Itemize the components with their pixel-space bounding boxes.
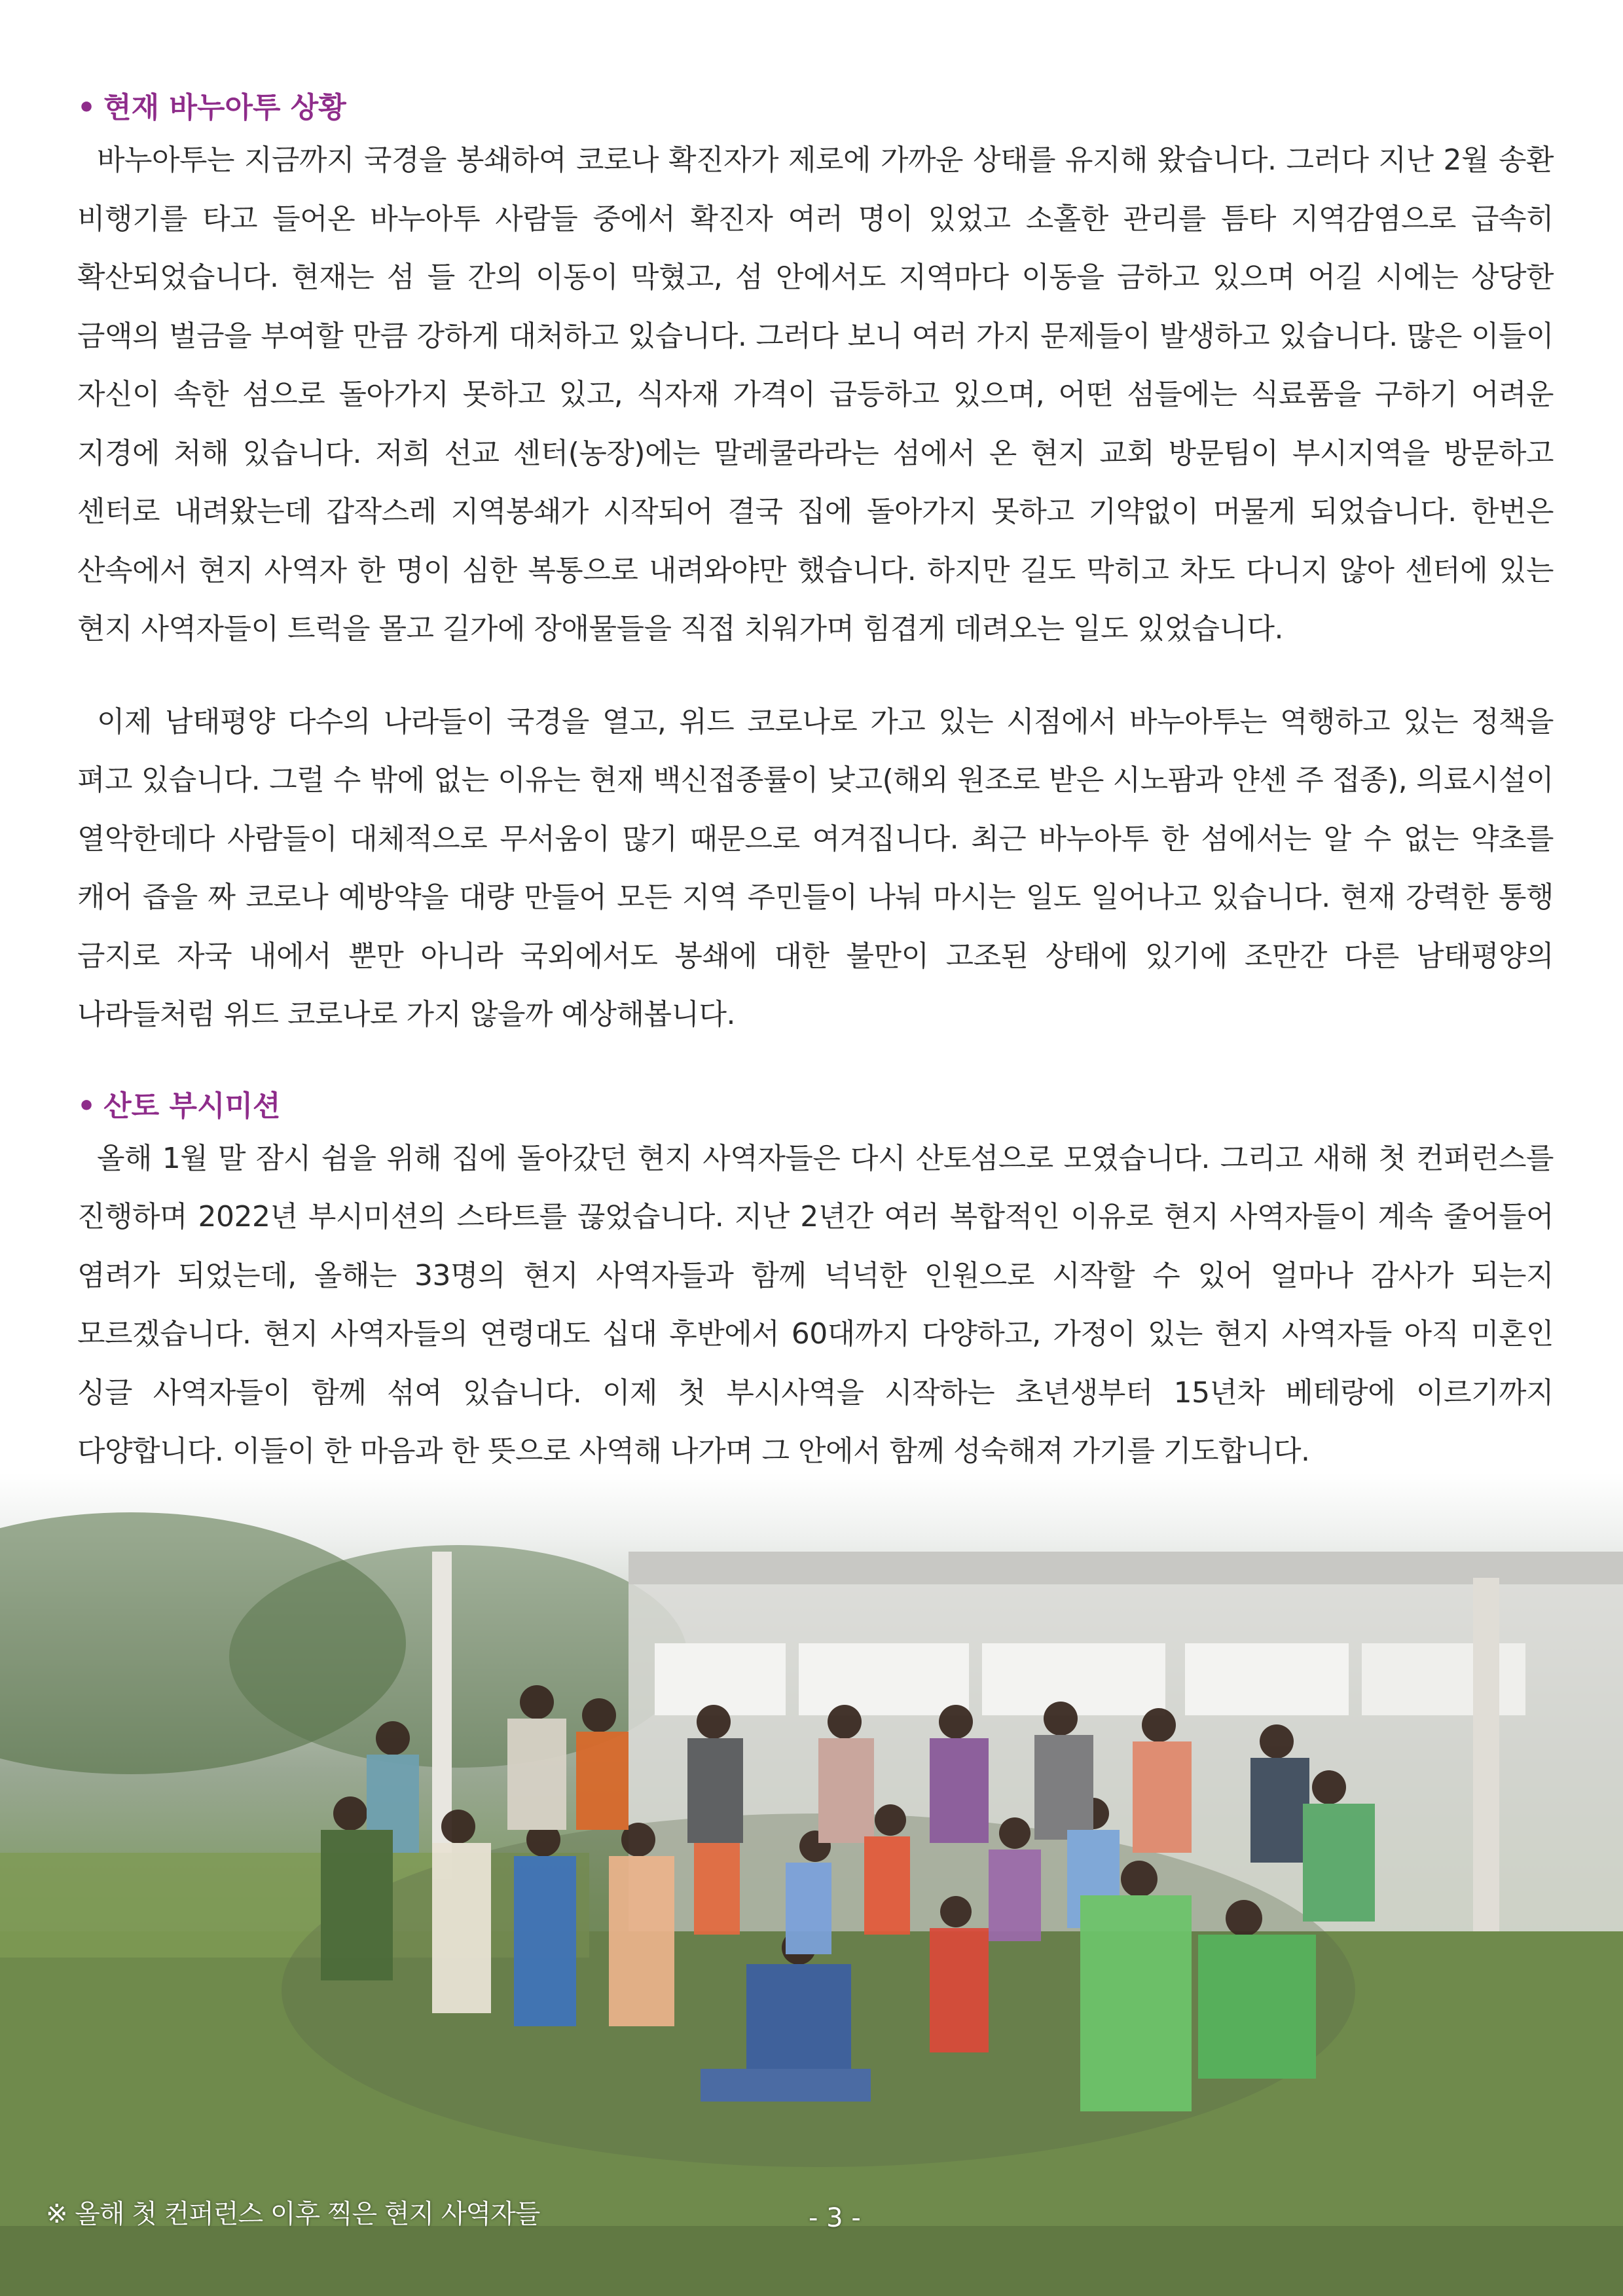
section-heading-text: 산토 부시미션 bbox=[103, 1089, 281, 1123]
section-heading-current-situation bbox=[77, 85, 1554, 131]
section-heading-santo-bush-mission bbox=[77, 1084, 1554, 1129]
page-number: - 3 - bbox=[809, 2203, 861, 2233]
paragraph: 올해 1월 말 잠시 쉼을 위해 집에 돌아갔던 현지 사역자들은 다시 산토섬으로 모였습니다. 그리고 새해 첫 컨퍼런스를 진행하며 2022년 부시미션의 스타트를 끊었습니다. 지난 2년간 여러 복합적인 이유로 현지 사역자들이 계속 줄어들어 염려가 되었는데, 올해는 33명의 현지 사역자들과 함께 넉넉한 인원으로 시작할 수 있어 얼마나 감사가 되는지 모르겠습니다. 현지 사역자들의 연령대도 십대 후반에서 60대까지 다양하고, 가정이 있는 현지 사역자들 아직 미혼인 싱글 사역자들이 함께 섞여 있습니다. 이제 첫 부시사역을 시작하는 초년생부터 15년차 베테랑에 이르기까지 다양합니다. 이들이 한 마음과 한 뜻으로 사역해 나가며 그 안에서 함께 성숙해져 가기를 기도합니다. bbox=[77, 1141, 1554, 1468]
group-photo bbox=[0, 1473, 1623, 2296]
paragraph: 바누아투는 지금까지 국경을 봉쇄하여 코로나 확진자가 제로에 가까운 상태를 유지해 왔습니다. 그러다 지난 2월 송환 비행기를 타고 들어온 바누아투 사람들 중에서 확진자 여러 명이 있었고 소홀한 관리를 틈타 지역감염으로 급속히 확산되었습니다. 현재는 섬 들 간의 이동이 막혔고, 섬 안에서도 지역마다 이동을 금하고 있으며 어길 시에는 상당한 금액의 벌금을 부여할 만큼 강하게 대처하고 있습니다. 그러다 보니 여러 가지 문제들이 발생하고 있습니다. 많은 이들이 자신이 속한 섬으로 돌아가지 못하고 있고, 식자재 가격이 급등하고 있으며, 어떤 섬들에는 식료품을 구하기 어려운 지경에 처해 있습니다. 저희 선교 센터(농장)에는 말레쿨라라는 섬에서 온 현지 교회 방문팀이 부시지역을 방문하고 센터로 내려왔는데 갑작스레 지역봉쇄가 시작되어 결국 집에 돌아가지 못하고 기약없이 머물게 되었습니다. 한번은 산속에서 현지 사역자 한 명이 심한 복통으로 내려와야만 했습니다. 하지만 길도 막히고 차도 다니지 않아 센터에 있는 현지 사역자들이 트럭을 몰고 길가에 장애물들을 직접 치워가며 힘겹게 데려오는 일도 있었습니다. bbox=[77, 143, 1554, 646]
bullet-icon: • bbox=[77, 1089, 96, 1123]
photo-caption: ※ 올해 첫 컨퍼런스 이후 찍은 현지 사역자들 bbox=[46, 2199, 540, 2229]
section-santo-bush-mission bbox=[77, 1084, 1554, 1481]
section-heading-text: 현재 바누아투 상황 bbox=[103, 91, 346, 124]
section-current-situation bbox=[77, 85, 1554, 1044]
bullet-icon: • bbox=[77, 91, 96, 124]
article-body bbox=[77, 85, 1554, 1481]
paragraph: 이제 남태평양 다수의 나라들이 국경을 열고, 위드 코로나로 가고 있는 시점에서 바누아투는 역행하고 있는 정책을 펴고 있습니다. 그럴 수 밖에 없는 이유는 현재 백신접종률이 낮고(해외 원조로 받은 시노팜과 얀센 주 접종), 의료시설이 열악한데다 사람들이 대체적으로 무서움이 많기 때문으로 여겨집니다. 최근 바누아투 한 섬에서는 알 수 없는 약초를 캐어 즙을 짜 코로나 예방약을 대량 만들어 모든 지역 주민들이 나눠 마시는 일도 일어나고 있습니다. 현재 강력한 통행 금지로 자국 내에서 뿐만 아니라 국외에서도 봉쇄에 대한 불만이 고조된 상태에 있기에 조만간 다른 남태평양의 나라들처럼 위드 코로나로 가지 않을까 예상해봅니다. bbox=[77, 704, 1554, 1031]
group-photo-illustration bbox=[0, 1473, 1623, 2296]
